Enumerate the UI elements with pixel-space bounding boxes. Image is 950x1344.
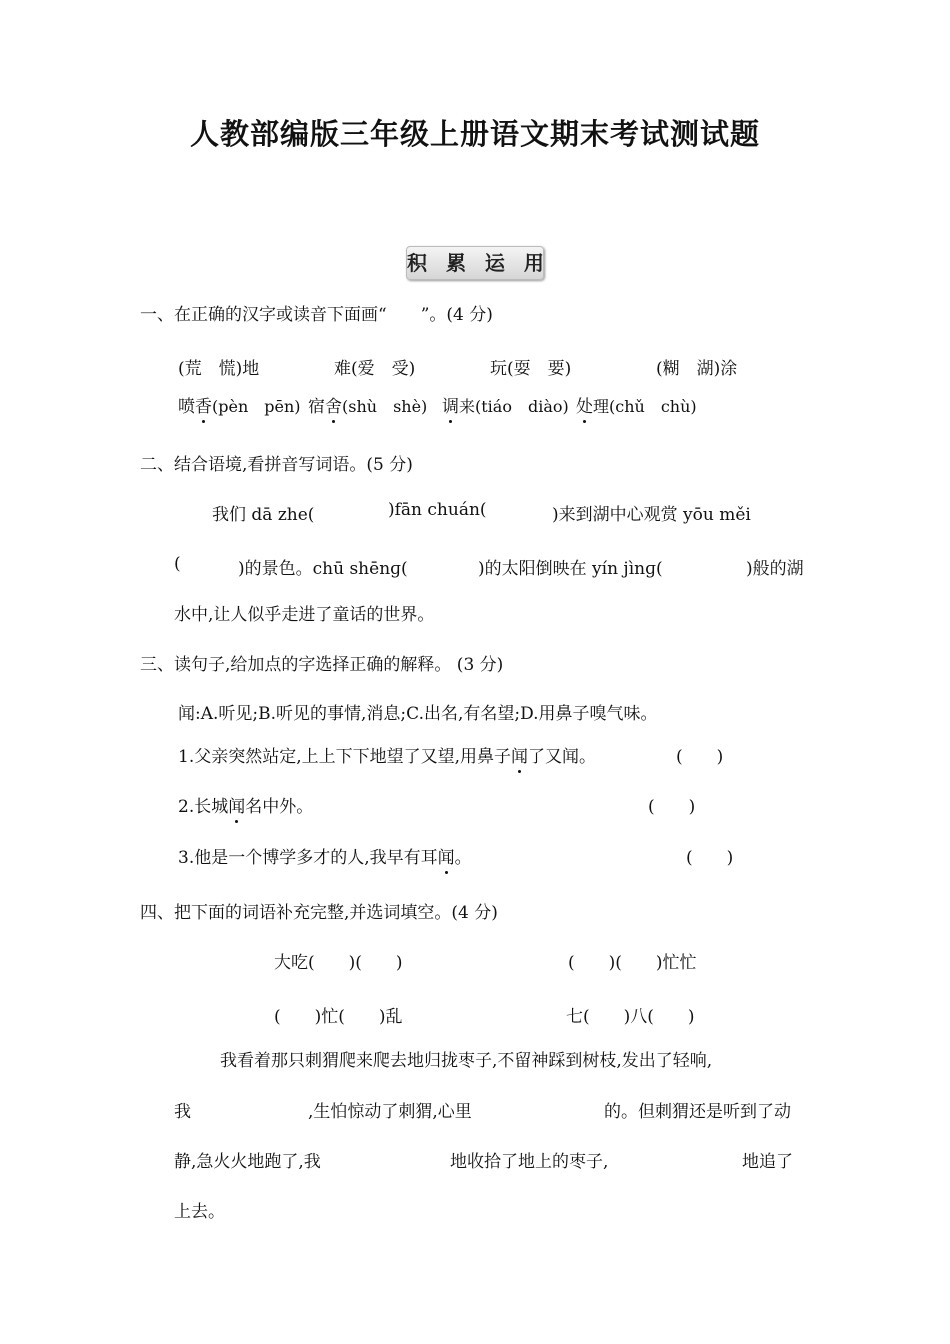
q3-item: 1.父亲突然站定,上上下下地望了又望,用鼻子闻了又闻。: [178, 747, 597, 767]
q3-heading: 三、读句子,给加点的字选择正确的解释。 (3 分): [140, 655, 504, 675]
q4-paragraph: 上去。: [174, 1202, 225, 1222]
emphasis-char: 闻: [228, 797, 246, 817]
emphasis-char: 香: [195, 397, 212, 417]
q1-item: 难(爱 受): [334, 359, 416, 379]
q1-item: (荒 慌)地: [178, 359, 260, 379]
q2-heading: 二、结合语境,看拼音写词语。(5 分): [140, 455, 413, 475]
emphasis-char: 舍: [325, 397, 342, 417]
q4-paragraph: 我: [174, 1102, 191, 1122]
q1-pinyin-item: 处理(chǔ chù): [576, 397, 697, 417]
q1-pinyin-item: 宿舍(shù shè): [308, 397, 428, 417]
answer-paren: ( ): [676, 747, 724, 767]
q4-word: ( )( )忙忙: [568, 953, 697, 973]
q3-item: 2.长城闻名中外。: [178, 797, 314, 817]
q2-text: (: [174, 554, 181, 574]
section-badge: 积 累 运 用: [406, 246, 544, 280]
q1-item: 玩(耍 要): [490, 359, 572, 379]
q1-pinyin-item: 喷香(pèn pēn): [178, 397, 301, 417]
q2-text: )的景色。chū shēnɡ(: [238, 559, 408, 579]
q3-item: 3.他是一个博学多才的人,我早有耳闻。: [178, 848, 472, 868]
q2-text: )般的湖: [746, 559, 804, 579]
q4-paragraph: ,生怕惊动了刺猬,心里: [308, 1102, 472, 1122]
q2-text: 我们 dā zhe(: [212, 505, 315, 525]
q4-paragraph: 静,急火火地跑了,我: [174, 1152, 321, 1172]
emphasis-char: 调: [442, 397, 459, 417]
q4-paragraph: 的。但刺猬还是听到了动: [604, 1102, 791, 1122]
page-title: 人教部编版三年级上册语文期末考试测试题: [189, 117, 760, 151]
emphasis-char: 处: [576, 397, 593, 417]
emphasis-char: 闻: [511, 747, 529, 767]
q3-definition: 闻:A.听见;B.听见的事情,消息;C.出名,有名望;D.用鼻子嗅气味。: [178, 704, 658, 724]
q2-text: )的太阳倒映在 yín jìnɡ(: [478, 559, 663, 579]
q1-pinyin-item: 调来(tiáo diào): [442, 397, 569, 417]
q2-text: )来到湖中心观赏 yōu měi: [552, 505, 751, 525]
q2-text: )fān chuán(: [388, 500, 487, 520]
emphasis-char: 闻: [437, 848, 455, 868]
q2-text: 水中,让人似乎走进了童话的世界。: [174, 605, 435, 625]
answer-paren: ( ): [648, 797, 696, 817]
q4-paragraph: 地追了: [742, 1152, 793, 1172]
q4-word: 七( )八( ): [566, 1007, 695, 1027]
q4-heading: 四、把下面的词语补充完整,并选词填空。(4 分): [140, 903, 498, 923]
q1-item: (糊 湖)涂: [656, 359, 738, 379]
q4-paragraph: 我看着那只刺猬爬来爬去地归拢枣子,不留神踩到树枝,发出了轻响,: [220, 1051, 713, 1071]
q4-word: ( )忙( )乱: [274, 1007, 403, 1027]
q4-paragraph: 地收拾了地上的枣子,: [450, 1152, 609, 1172]
q1-heading: 一、在正确的汉字或读音下面画“ ”。(4 分): [140, 305, 493, 325]
q4-word: 大吃( )( ): [274, 953, 403, 973]
answer-paren: ( ): [686, 848, 734, 868]
